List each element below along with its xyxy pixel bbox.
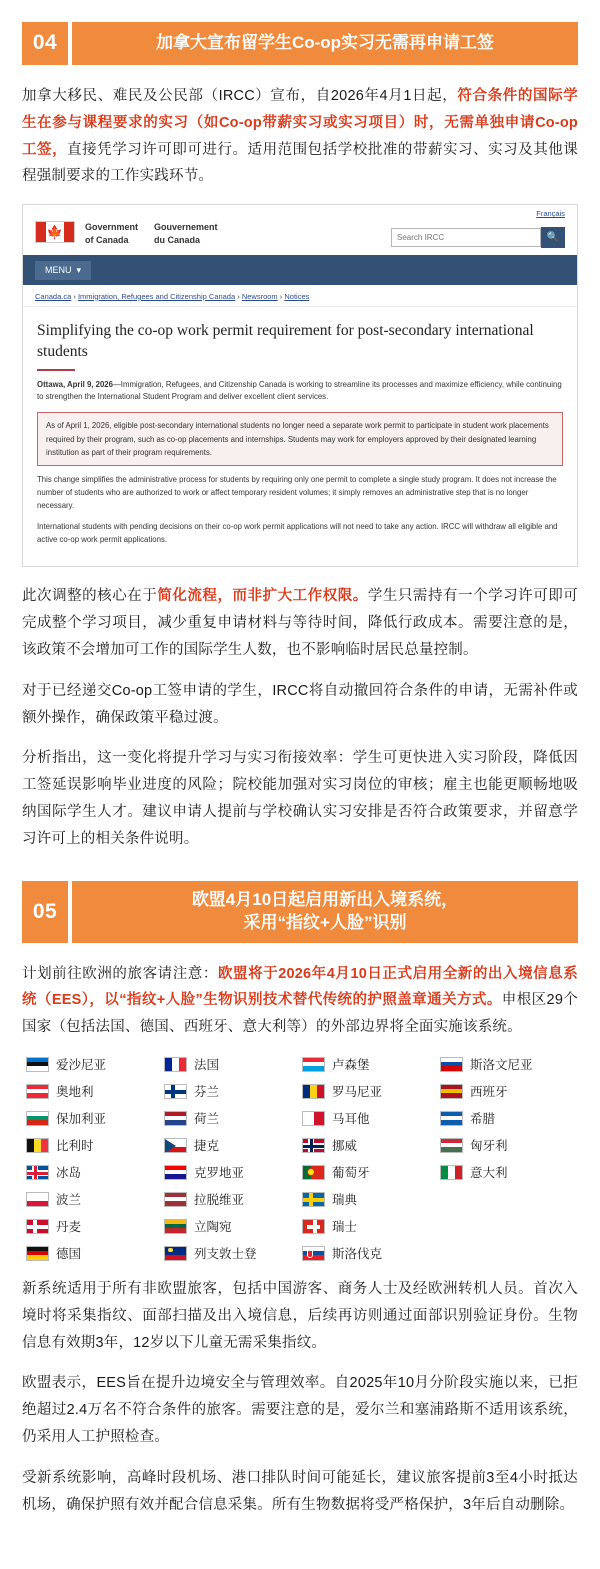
paragraph: 分析指出，这一变化将提升学习与实习衔接效率：学生可更快进入实习阶段，降低因工签延误影响毕业进度的风险；院校能加强对实习岗位的审核；雇主也能更顺畅地吸纳国际学生人才。建议申请人提前与学校确认实习安排是否符合政策要求，并留意学习许可上的相关条件说明。: [22, 750, 578, 847]
flag-item: [164, 1082, 298, 1100]
flag-item: [440, 1055, 574, 1073]
gov-en-line2: of Canada: [85, 235, 129, 246]
flag-label: 立陶宛: [194, 1220, 232, 1235]
ircc-header: [23, 205, 577, 255]
section-number: 04: [22, 22, 68, 65]
flag-label: 捷克: [194, 1139, 220, 1154]
flag-item: [26, 1244, 160, 1262]
flag-denmark-icon: [26, 1219, 49, 1234]
flag-label: 德国: [56, 1247, 82, 1262]
flag-netherlands-icon: [164, 1111, 187, 1126]
flag-label: 斯洛文尼亚: [470, 1058, 533, 1073]
flag-item: [164, 1217, 298, 1235]
flag-italy-icon: [440, 1165, 463, 1180]
flag-hungary-icon: [440, 1138, 463, 1153]
breadcrumb-item-0[interactable]: Canada.ca: [35, 291, 72, 301]
paragraph: 新系统适用于所有非欧盟旅客，包括中国游客、商务人士及经欧洲转机人员。首次入境时将采集指纹、面部扫描及出入境信息，后续再访则通过面部识别验证身份。生物信息有效期3年，12岁以下儿童无需采集指纹。: [22, 1281, 578, 1351]
flag-romania-icon: [302, 1084, 325, 1099]
flag-label: 丹麦: [56, 1220, 82, 1235]
search-input[interactable]: [391, 228, 541, 247]
breadcrumb: [23, 285, 577, 307]
flag-label: 瑞士: [332, 1220, 358, 1235]
paragraph: 计划前往欧洲的旅客请注意：欧盟将于2026年4月10日正式启用全新的出入境信息系统（EES），以“指纹+人脸”生物识别技术替代传统的护照盖章通关方式。申根区29个国家（包括法国、德国、西班牙、意大利等）的外部边界将全面实施该系统。: [22, 965, 579, 1036]
ircc-intro-paragraph: [37, 379, 563, 405]
flag-item: [302, 1109, 436, 1127]
canada-flag-icon: 🍁: [35, 221, 75, 243]
ircc-paragraph-2: This change simplifies the administrative process for students by requiring only one permit to complete a single study program. It does not increase the number of students who are authorized to work or affect temporary resident volumes; it simply removes an administrative step that is no longer necessary.: [37, 475, 557, 510]
flag-item: [26, 1190, 160, 1208]
flag-item: [302, 1190, 436, 1208]
flag-item: [164, 1109, 298, 1127]
flag-label: 意大利: [470, 1166, 508, 1181]
flag-label: 卢森堡: [332, 1058, 370, 1073]
flag-label: 保加利亚: [56, 1112, 107, 1127]
flag-label: 波兰: [56, 1193, 82, 1208]
flag-item: [26, 1136, 160, 1154]
site-search[interactable]: [391, 227, 565, 248]
flag-germany-icon: [26, 1246, 49, 1261]
flag-item: [26, 1109, 160, 1127]
flag-portugal-icon: [302, 1165, 325, 1180]
flag-item-empty: [440, 1190, 574, 1208]
flag-label: 克罗地亚: [194, 1166, 245, 1181]
flag-label: 芬兰: [194, 1085, 220, 1100]
flag-item: [302, 1163, 436, 1181]
paragraph: 加拿大移民、难民及公民部（IRCC）宣布，自2026年4月1日起，符合条件的国际学生在参与课程要求的实习（如Co-op带薪实习或实习项目）时，无需单独申请Co-op工签，直接凭学习许可即可进行。适用范围包括学校批准的带薪实习、实习及其他课程强制要求的工作实践环节。: [22, 87, 578, 185]
ircc-menubar: [23, 255, 577, 285]
language-toggle-link[interactable]: Français: [536, 209, 565, 219]
section-title: [72, 881, 578, 943]
flag-item: [302, 1136, 436, 1154]
menu-button[interactable]: [35, 261, 91, 280]
flag-greece-icon: [440, 1111, 463, 1126]
search-icon[interactable]: 🔍: [541, 227, 565, 248]
flag-slovenia-icon: [440, 1057, 463, 1072]
flag-label: 匈牙利: [470, 1139, 508, 1154]
flag-sweden-icon: [302, 1192, 325, 1207]
flag-label: 瑞典: [332, 1193, 358, 1208]
flag-label: 西班牙: [470, 1085, 508, 1100]
flag-poland-icon: [26, 1192, 49, 1207]
gov-fr-line1: Gouvernement: [154, 222, 218, 233]
flag-malta-icon: [302, 1111, 325, 1126]
breadcrumb-sep: ›: [279, 291, 285, 301]
flag-iceland-icon: [26, 1165, 49, 1180]
flag-label: 斯洛伐克: [332, 1247, 383, 1262]
ircc-intro-text: —Immigration, Refugees, and Citizenship Canada is working to streamline its processes and maximize efficiency, while continuing to strengthen the International Student Program and deliver excellent client services.: [37, 379, 562, 402]
breadcrumb-sep: ›: [237, 291, 242, 301]
flag-item: [302, 1055, 436, 1073]
headline-rule: [37, 369, 75, 371]
ircc-paragraph-3: International students with pending decisions on their co-op work permit applications will not need to take any action. IRCC will withdraw all eligible and active co-op work permit applications.: [37, 521, 558, 544]
flag-item: [164, 1190, 298, 1208]
flag-luxembourg-icon: [302, 1057, 325, 1072]
flag-label: 法国: [194, 1058, 220, 1073]
flag-item: [302, 1082, 436, 1100]
section-number: 05: [22, 881, 68, 943]
paragraph: 受新系统影响，高峰时段机场、港口排队时间可能延长，建议旅客提前3至4小时抵达机场，确保护照有效并配合信息采集。所有生物数据将受严格保护，3年后自动删除。: [22, 1469, 578, 1513]
breadcrumb-sep: ›: [73, 291, 78, 301]
paragraph: 对于已经递交Co-op工签申请的学生，IRCC将自动撤回符合条件的申请，无需补件或额外操作，确保政策平稳过渡。: [22, 682, 578, 726]
flag-label: 荷兰: [194, 1112, 220, 1127]
section-title-line1: 欧盟4月10日起启用新出入境系统，: [191, 889, 459, 909]
flag-label: 冰岛: [56, 1166, 82, 1181]
flag-label: 希腊: [470, 1112, 496, 1127]
breadcrumb-item-3[interactable]: Notices: [284, 291, 310, 301]
schengen-flag-grid: [22, 1055, 578, 1262]
gov-fr-line2: du Canada: [154, 235, 201, 246]
flag-latvia-icon: [164, 1192, 187, 1207]
flag-estonia-icon: [26, 1057, 49, 1072]
paragraph: 此次调整的核心在于简化流程，而非扩大工作权限。学生只需持有一个学习许可即可完成整个学习项目，减少重复申请材料与等待时间，降低行政成本。需要注意的是，该政策不会增加可工作的国际学生人数，也不影响临时居民总量控制。: [22, 588, 578, 659]
flag-item: [440, 1163, 574, 1181]
ircc-headline: Simplifying the co-op work permit requirement for post-secondary international students: [37, 321, 534, 360]
flag-item: [440, 1082, 574, 1100]
government-wordmark: [85, 221, 218, 247]
chevron-down-icon: ▾: [76, 264, 82, 275]
section-header-05: [22, 881, 578, 943]
flag-item: [26, 1163, 160, 1181]
flag-label: 列支敦士登: [194, 1247, 257, 1262]
flag-item: [440, 1109, 574, 1127]
flag-item: [164, 1244, 298, 1262]
ircc-callout: As of April 1, 2026, eligible post-secondary international students no longer need a separate work permit to participate in student work placements required by their program, such as co-op placements and internships. Students may work for employers approved by their designated learning institution as part of their program requirements.: [37, 412, 563, 466]
flag-label: 葡萄牙: [332, 1166, 370, 1181]
flag-switzerland-icon: [302, 1219, 325, 1234]
flag-liechtenstein-icon: [164, 1246, 187, 1261]
flag-label: 挪威: [332, 1139, 358, 1154]
flag-item: [26, 1217, 160, 1235]
flag-item-empty: [440, 1217, 574, 1235]
flag-label: 拉脱维亚: [194, 1193, 245, 1208]
ircc-dateline: Ottawa, April 9, 2026: [37, 379, 113, 389]
highlighted-text: 符合条件的国际学生在参与课程要求的实习（如Co-op带薪实习或实习项目）时，无需单独申请Co-op工签，: [22, 87, 578, 158]
breadcrumb-item-2[interactable]: Newsroom: [241, 291, 278, 301]
flag-item: [302, 1217, 436, 1235]
section-title-line2: 采用“指纹+人脸”识别: [243, 912, 407, 932]
flag-norway-icon: [302, 1138, 325, 1153]
flag-label: 罗马尼亚: [332, 1085, 383, 1100]
flag-france-icon: [164, 1057, 187, 1072]
section-header-04: [22, 22, 578, 65]
flag-label: 奥地利: [56, 1085, 94, 1100]
flag-item-empty: [440, 1244, 574, 1262]
flag-czechia-icon: [164, 1138, 187, 1153]
flag-belgium-icon: [26, 1138, 49, 1153]
flag-item: [26, 1082, 160, 1100]
flag-spain-icon: [440, 1084, 463, 1099]
flag-lithuania-icon: [164, 1219, 187, 1234]
flag-label: 比利时: [56, 1139, 94, 1154]
flag-item: [164, 1055, 298, 1073]
paragraph: 欧盟表示，EES旨在提升边境安全与管理效率。自2025年10月分阶段实施以来，已拒绝超过2.4万名不符合条件的旅客。需要注意的是，爱尔兰和塞浦路斯不适用该系统，仍采用人工护照检查。: [22, 1375, 578, 1446]
flag-austria-icon: [26, 1084, 49, 1099]
flag-croatia-icon: [164, 1165, 187, 1180]
flag-label: 爱沙尼亚: [56, 1058, 107, 1073]
flag-item: [440, 1136, 574, 1154]
ircc-article: [23, 307, 577, 567]
highlighted-text: 欧盟将于2026年4月10日正式启用全新的出入境信息系统（EES），以“指纹+人脸”生物识别技术替代传统的护照盖章通关方式。: [22, 965, 578, 1009]
flag-slovakia-icon: [302, 1246, 325, 1261]
flag-item: [26, 1055, 160, 1073]
flag-item: [302, 1244, 436, 1262]
menu-button-label: MENU: [45, 265, 72, 276]
ircc-screenshot: [22, 204, 578, 567]
flag-item: [164, 1163, 298, 1181]
breadcrumb-item-1[interactable]: Immigration, Refugees and Citizenship Canada: [77, 291, 236, 301]
flag-label: 马耳他: [332, 1112, 370, 1127]
section-title: 加拿大宣布留学生Co-op实习无需再申请工签: [72, 22, 578, 65]
gov-en-line1: Government: [85, 222, 139, 233]
flag-finland-icon: [164, 1084, 187, 1099]
highlighted-text: 简化流程，而非扩大工作权限。: [157, 588, 368, 605]
flag-bulgaria-icon: [26, 1111, 49, 1126]
flag-item: [164, 1136, 298, 1154]
